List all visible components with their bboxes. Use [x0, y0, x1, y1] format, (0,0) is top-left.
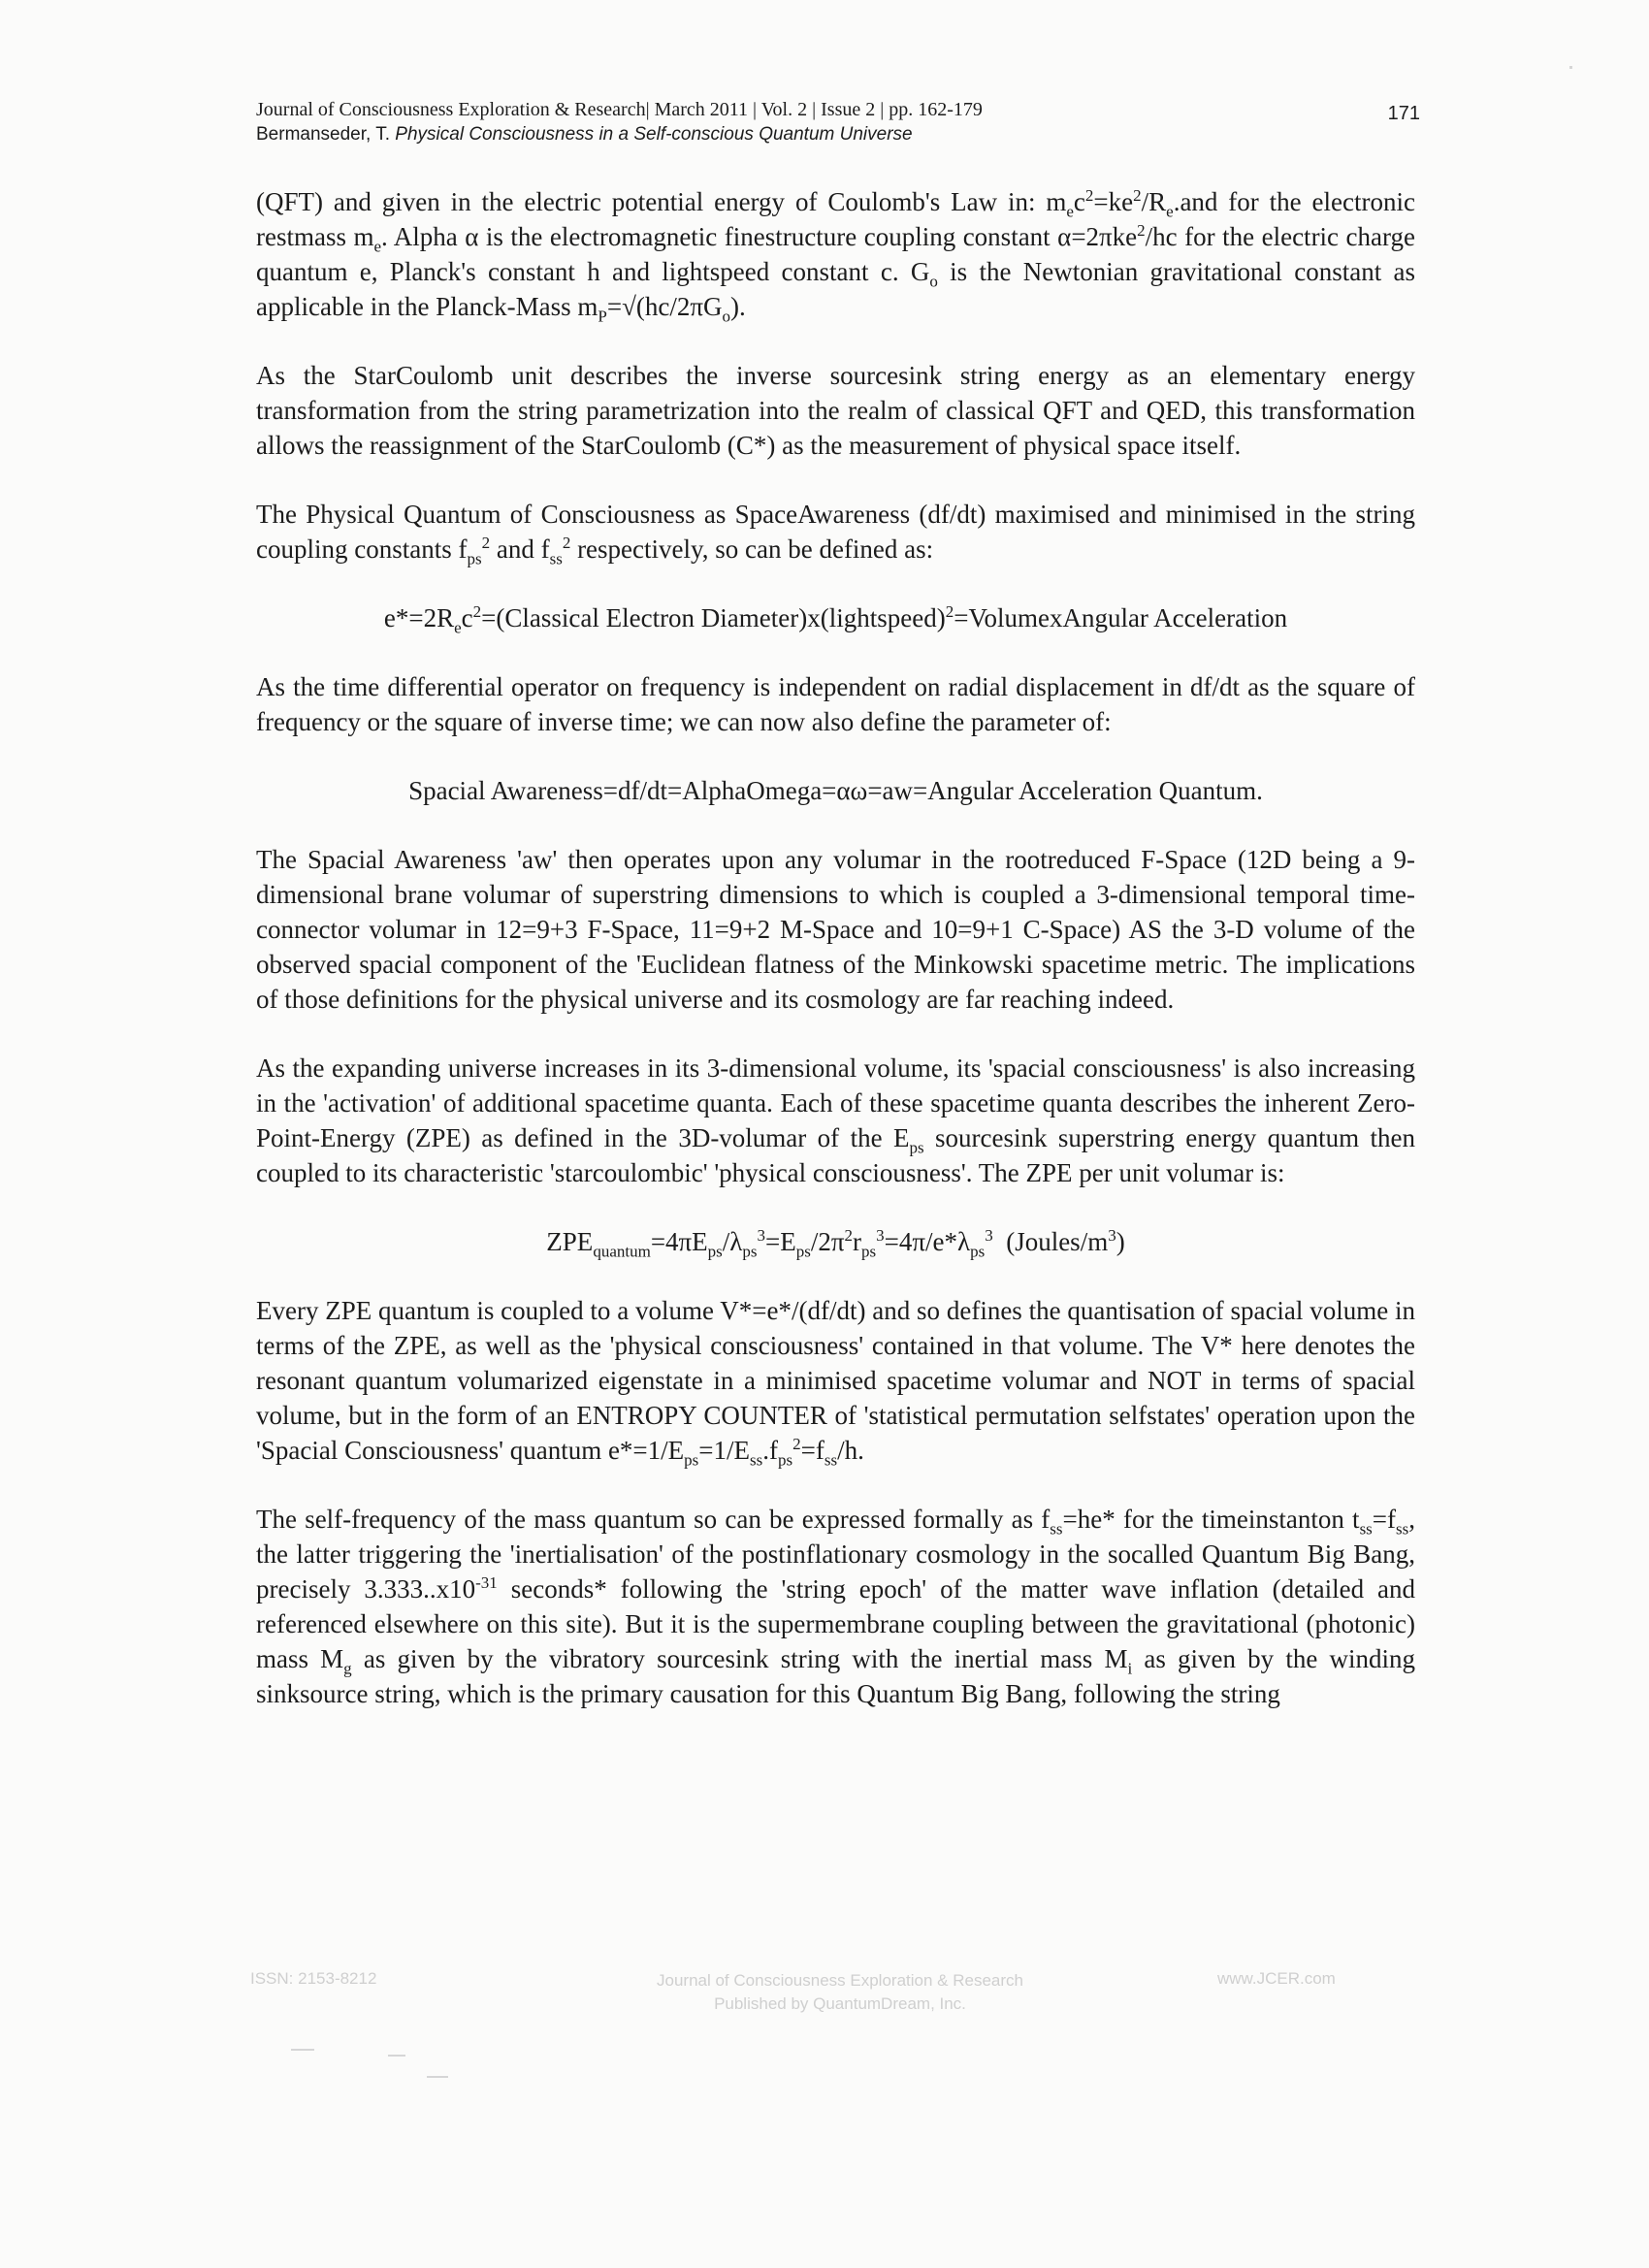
- running-header: [256, 97, 1420, 147]
- footer-published-by: Published by QuantumDream, Inc.: [714, 1994, 966, 2013]
- paragraph: The self-frequency of the mass quantum so can be expressed formally as $f_{ss}=he*$ for the timeinstanton $t_{ss}=f_{ss}$, the latter triggering the 'inertialisation' of the postinflationary cosmology in the socalled Quantum Big Bang, precisely $3.333..x10^{-31}$ seconds* following the 'string epoch' of the matter wave inflation (detailed and referenced elsewhere on this site). But it is the supermembrane coupling between the gravitational (photonic) mass $M_g$ as given by the vibratory sourcesink string with the inertial mass $M_i$ as given by the winding sinksource string, which is the primary causation for this Quantum Big Bang, following the string: [256, 1505, 1415, 1708]
- article-title: Physical Consciousness in a Self-conscious Quantum Universe: [395, 124, 913, 145]
- author-title-line: [256, 122, 1420, 147]
- paragraph: As the time differential operator on frequency is independent on radial displacement in df/dt as the square of frequency or the square of inverse time; we can now also define the parameter of:: [256, 672, 1415, 736]
- article-body: [256, 184, 1415, 1745]
- footer-publisher: [636, 1969, 1044, 2016]
- website: www.JCER.com: [1217, 1969, 1336, 1988]
- equation: $e*=2R_ec^2=(Classical$ Electron Diameter)x(lightspeed)$^2$=VolumexAngular Acceleration: [383, 602, 1288, 637]
- journal-citation: Journal of Consciousness Exploration & Research| March 2011 | Vol. 2 | Issue 2 | pp. 162-179: [256, 99, 983, 120]
- scan-mark: [291, 2049, 314, 2051]
- equation: Spacial Awareness=df/dt=AlphaOmega=αω=aw=Angular Acceleration Quantum.: [408, 776, 1263, 805]
- paragraph: The Spacial Awareness 'aw' then operates upon any volumar in the rootreduced F-Space (12D being a 9-dimensional brane volumar of superstring dimensions to which is coupled a 3-dimensional temporal time-connector volumar in 12=9+3 F-Space, 11=9+2 M-Space and 10=9+1 C-Space) AS the 3-D volume of the observed spacial component of the 'Euclidean flatness of the Minkowski spacetime metric. The implications of those definitions for the physical universe and its cosmology are far reaching indeed.: [256, 845, 1415, 1014]
- footer-journal: Journal of Consciousness Exploration & Research: [657, 1971, 1023, 1990]
- page-number: 171: [1387, 103, 1420, 124]
- author: Bermanseder, T.: [256, 124, 391, 145]
- paragraph: As the StarCoulomb unit describes the inverse sourcesink string energy as an elementary energy transformation from the string parametrization into the realm of classical QFT and QED, this transformation allows the reassignment of the StarCoulomb (C*) as the measurement of physical space itself.: [256, 361, 1415, 460]
- paragraph: The Physical Quantum of Consciousness as SpaceAwareness (df/dt) maximised and minimised in the string coupling constants $f_{ps}^2$ and $f_{ss}^2$ respectively, so can be defined as:: [256, 500, 1415, 568]
- paragraph: Every ZPE quantum is coupled to a volume V*=e*/(df/dt) and so defines the quantisation of spacial volume in terms of the ZPE, as well as the 'physical consciousness' contained in that volume. The V* here denotes the resonant quantum volumarized eigenstate in a minimised spacetime volumar and NOT in terms of spacial volume, but in the form of an ENTROPY COUNTER of 'statistical permutation selfstates' operation upon the 'Spacial Consciousness' quantum $e*=1/E_{ps}=1/E_{ss}.f_{ps}^2=f_{ss}/h$.: [256, 1296, 1415, 1470]
- scan-mark: [427, 2076, 448, 2078]
- scan-mark: [388, 2055, 405, 2057]
- paragraph: As the expanding universe increases in its 3-dimensional volume, its 'spacial consciousness' is also increasing in the 'activation' of additional spacetime quanta. Each of these spacetime quanta describes the inherent Zero-Point-Energy (ZPE) as defined in the 3D-volumar of the $E_{ps}$ sourcesink superstring energy quantum then coupled to its characteristic 'starcoulombic' 'physical consciousness'. The ZPE per unit volumar is:: [256, 1053, 1415, 1187]
- equation: $ZPE_{quantum}=4\pi E_{ps}/\lambda_{ps}^3=E_{ps}/2\pi^2r_{ps}^3=4\pi/e*\lambda_{ps}^3$ $(Joules/m^3)$: [546, 1226, 1125, 1261]
- paragraph: (QFT) and given in the electric potential energy of Coulomb's Law in: $m_ec^2=ke^2/R_e.and$ for the electronic restmass $m_e$. Alpha α is the electromagnetic finestructure coupling constant α=2πke$^2$/hc for the electric charge quantum e, Planck's constant h and lightspeed constant c. $G_o$ is the Newtonian gravitational constant as applicable in the Planck-Mass $m_P=√(hc/2\pi G_o)$.: [256, 186, 1415, 326]
- scan-mark: [1569, 66, 1572, 69]
- issn: ISSN: 2153-8212: [250, 1969, 377, 1988]
